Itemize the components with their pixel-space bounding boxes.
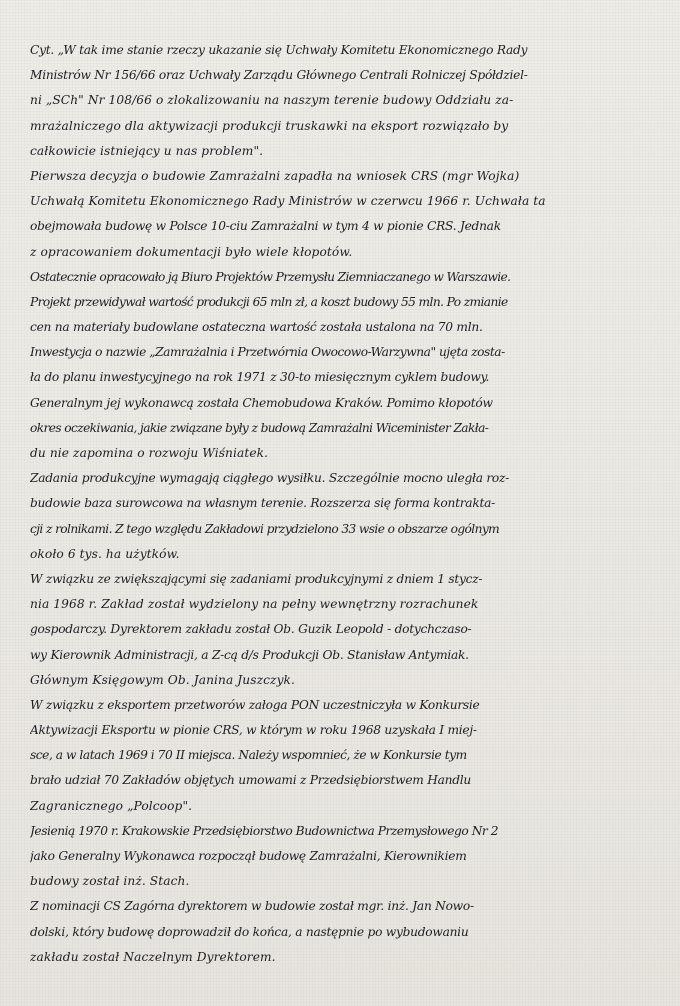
text-line: Pierwsza decyzja o budowie Zamrażalni zapadła na wniosek CRS (mgr Wojka) (30, 168, 520, 183)
text-line: dolski, który budowę doprowadził do końca, a następnie po wybudowaniu (30, 924, 469, 939)
text-line: Z nominacji CS Zagórna dyrektorem w budowie został mgr. inż. Jan Nowo- (30, 899, 474, 914)
text-line: gospodarczy. Dyrektorem zakładu został Ob. Guzik Leopold - dotychczaso- (30, 622, 472, 637)
text-line: Generalnym jej wykonawcą została Chemobudowa Kraków. Pomimo kłopotów (30, 395, 493, 410)
text-line: budowie baza surowcowa na własnym terenie. Rozszerza się forma kontrakta- (30, 496, 495, 511)
text-line: Jesienią 1970 r. Krakowskie Przedsiębiorstwo Budownictwa Przemysłowego Nr 2 (30, 823, 499, 838)
text-line: jako Generalny Wykonawca rozpoczął budowę Zamrażalni, Kierownikiem (30, 849, 467, 863)
text-line: Zadania produkcyjne wymagają ciągłego wysiłku. Szczególnie mocno uległa roz- (30, 471, 510, 486)
text-line: zakładu został Naczelnym Dyrektorem. (30, 949, 276, 964)
text-line: Ministrów Nr 156/66 oraz Uchwały Zarządu Głównego Centrali Rolniczej Spółdziel- (30, 68, 528, 83)
handwritten-text-block (30, 38, 652, 970)
text-line: obejmowała budowę w Polsce 10-ciu Zamrażalni w tym 4 w pionie CRS. Jednak (30, 219, 501, 234)
text-line: Inwestycja o nazwie „Zamrażalnia i Przetwórnia Owocowo-Warzywna" ujęta zosta- (30, 345, 505, 360)
text-line: Projekt przewidywał wartość produkcji 65 mln zł, a koszt budowy 55 mln. Po zmianie (30, 294, 508, 309)
text-line: Głównym Księgowym Ob. Janina Juszczyk. (30, 672, 296, 687)
text-line: wy Kierownik Administracji, a Z-cą d/s Produkcji Ob. Stanisław Antymiak. (30, 647, 469, 662)
text-line: Ostatecznie opracowało ją Biuro Projektów Przemysłu Ziemniaczanego w Warszawie. (30, 269, 511, 284)
text-line: W związku ze zwiększającymi się zadaniami produkcyjnymi z dniem 1 stycz- (30, 571, 483, 586)
text-line: około 6 tys. ha użytków. (30, 546, 180, 561)
text-line: sce, a w latach 1969 i 70 II miejsca. Należy wspomnieć, że w Konkursie tym (30, 748, 467, 763)
text-line: ni „SCh" Nr 108/66 o zlokalizowaniu na naszym terenie budowy Oddziału za- (30, 93, 514, 108)
text-line: Aktywizacji Eksportu w pionie CRS, w którym w roku 1968 uzyskała I miej- (30, 723, 477, 738)
text-line: całkowicie istniejący u nas problem". (30, 143, 264, 158)
text-line: brało udział 70 Zakładów objętych umowami z Przedsiębiorstwem Handlu (30, 773, 472, 788)
text-line: ła do planu inwestycyjnego na rok 1971 z 30-to miesięcznym cyklem budowy. (30, 370, 490, 385)
text-line: Uchwałą Komitetu Ekonomicznego Rady Ministrów w czerwcu 1966 r. Uchwała ta (30, 194, 546, 209)
text-line: du nie zapomina o rozwoju Wiśniatek. (30, 446, 269, 460)
text-line: Zagranicznego „Polcoop". (30, 798, 193, 813)
text-line: Cyt. „W tak ime stanie rzeczy ukazanie się Uchwały Komitetu Ekonomicznego Rady (30, 43, 528, 57)
text-line: okres oczekiwania, jakie związane były z budową Zamrażalni Wiceminister Zakła- (30, 420, 489, 435)
text-line: budowy został inż. Stach. (30, 874, 190, 889)
text-line: cen na materiały budowlane ostateczna wartość została ustalona na 70 mln. (30, 320, 483, 335)
text-line: nia 1968 r. Zakład został wydzielony na pełny wewnętrzny rozrachunek (30, 597, 479, 612)
text-line: W związku z eksportem przetworów załoga PON uczestniczyła w Konkursie (30, 697, 480, 712)
text-line: cji z rolnikami. Z tego względu Zakładowi przydzielono 33 wsie o obszarze ogólnym (30, 521, 500, 536)
text-line: z opracowaniem dokumentacji było wiele kłopotów. (30, 244, 353, 259)
text-line: mrażalniczego dla aktywizacji produkcji truskawki na eksport rozwiązało by (30, 118, 509, 133)
